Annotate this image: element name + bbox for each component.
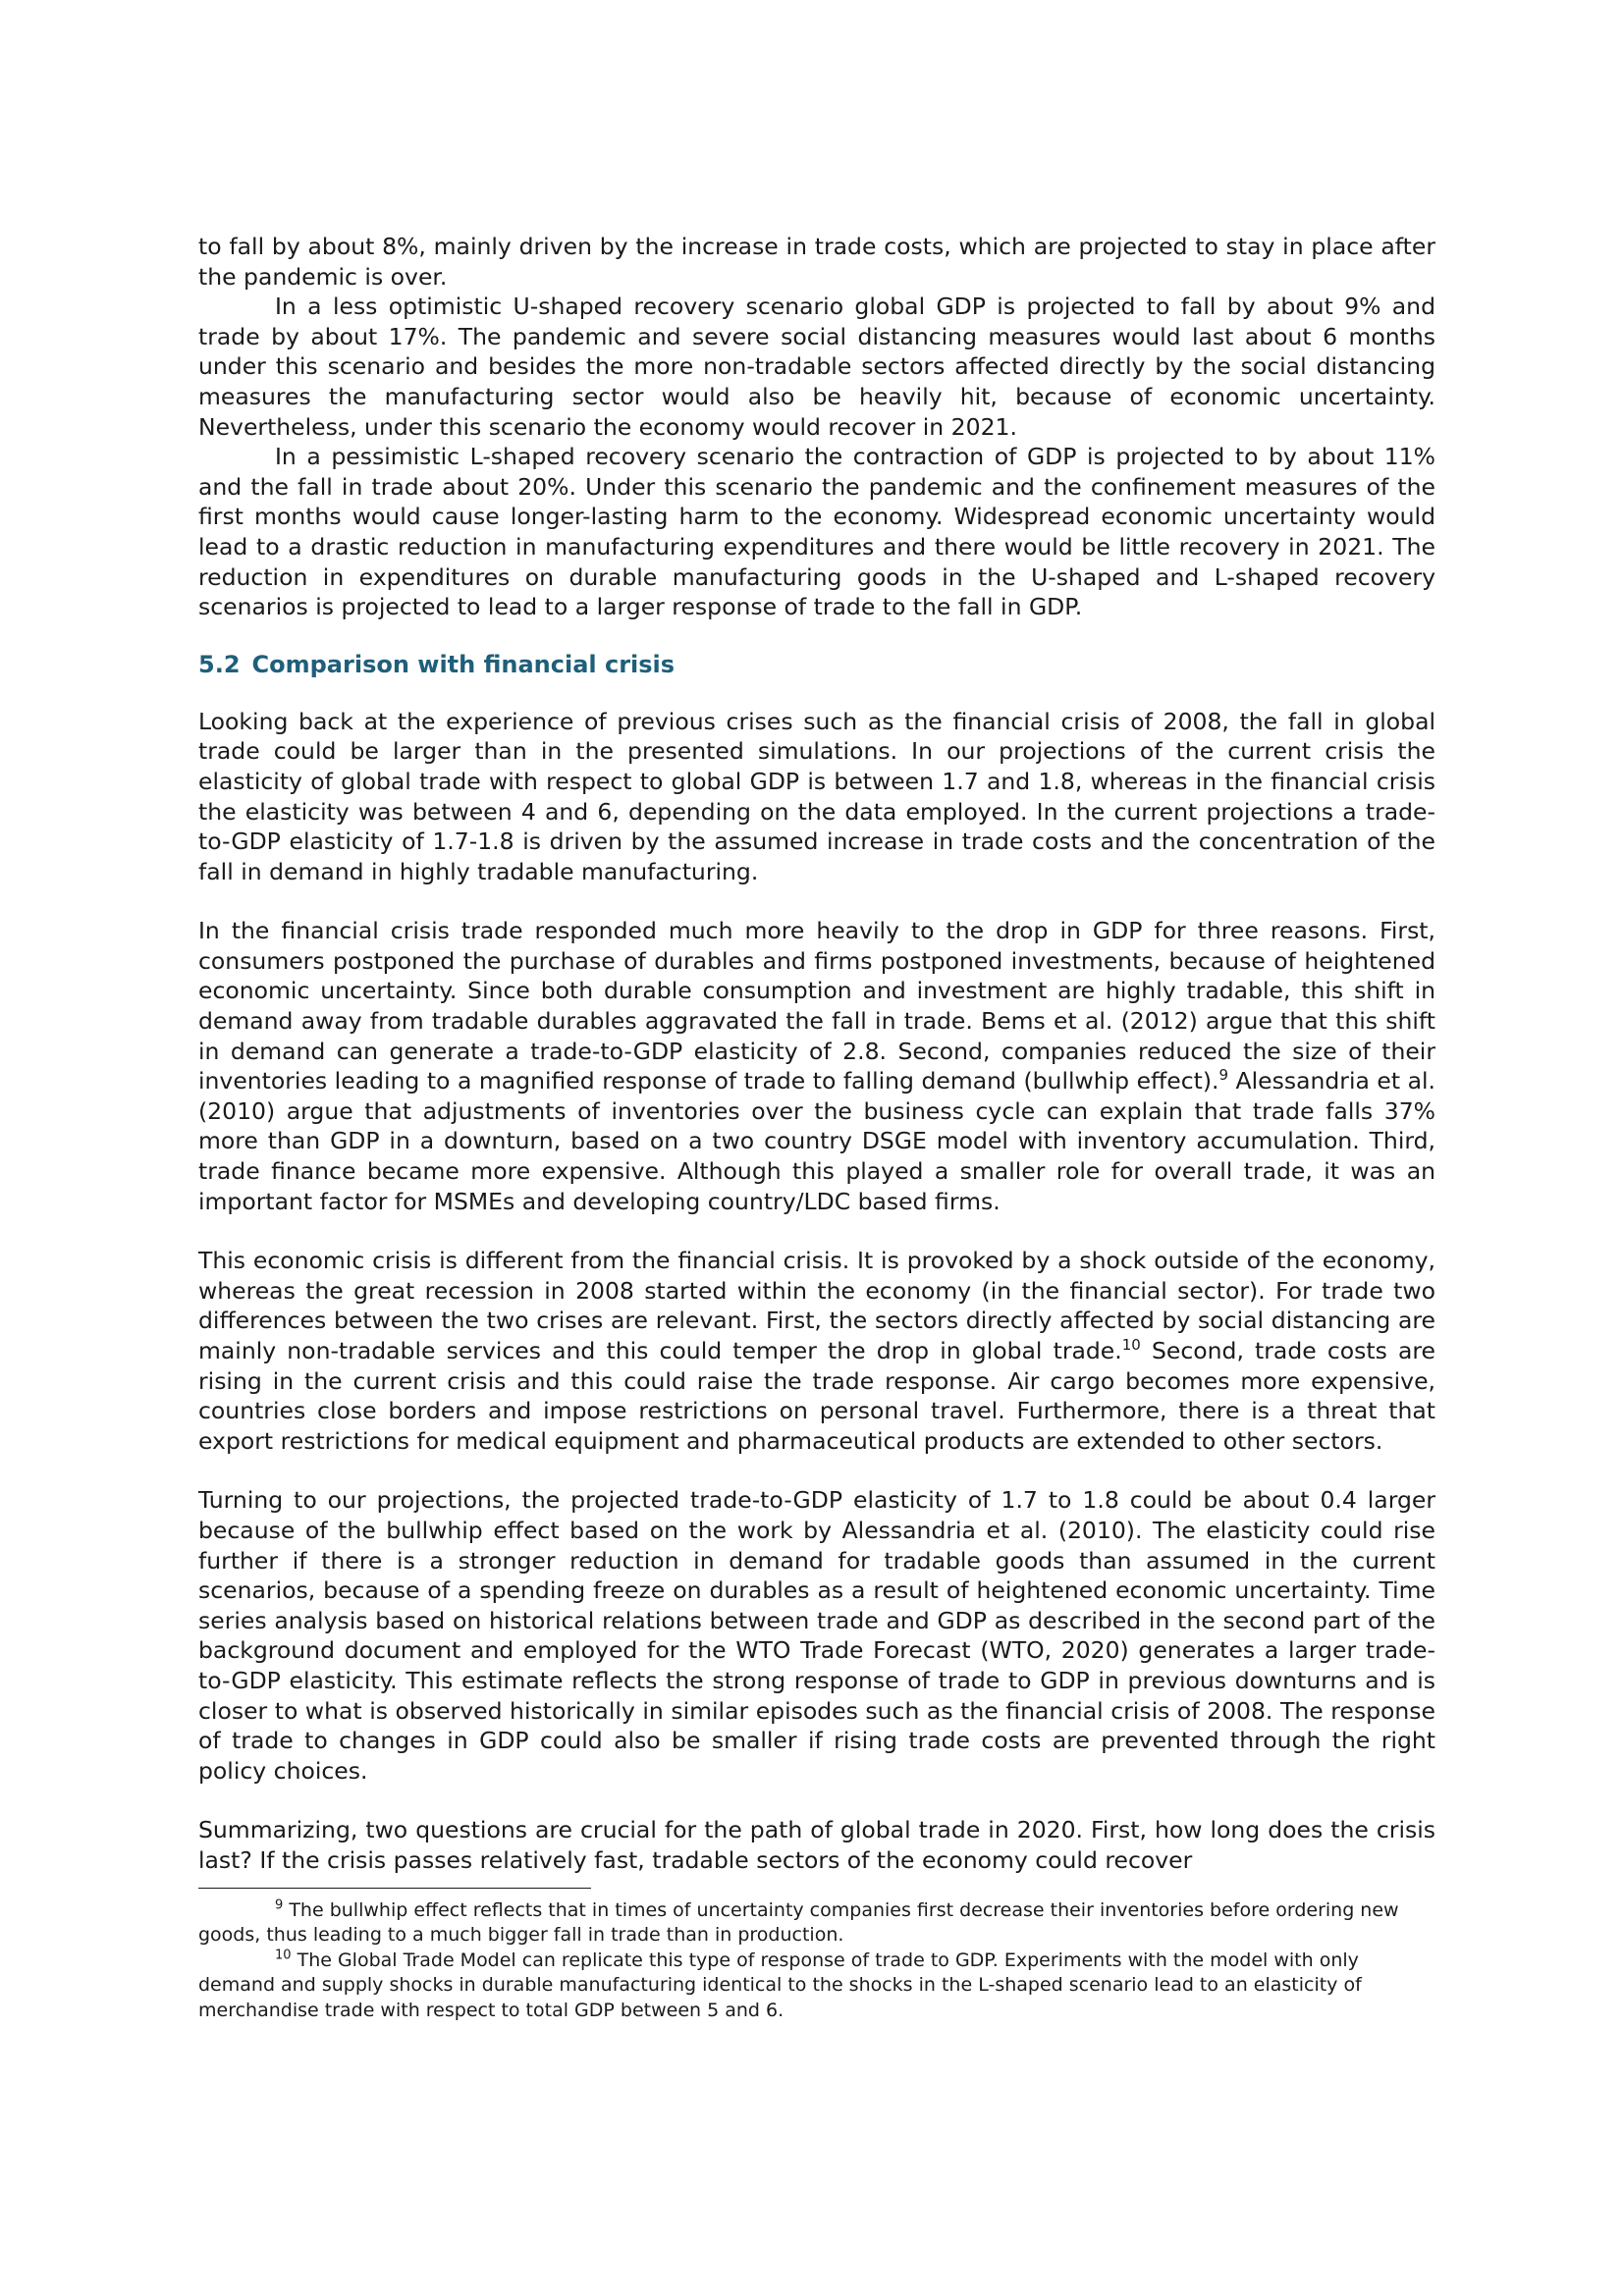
paragraph-l-shaped-scenario: In a pessimistic L-shaped recovery scenario the contraction of GDP is projected to by about 11% and the fall in trade about 20%. Under this scenario the pandemic and the confinement measures of the first months would cause longer-lasting harm to the economy. Widespread economic uncertainty would lead to a drastic reduction in manufacturing expenditures and there would be little recovery in 2021. The reduction in expenditures on durable manufacturing goods in the U-shaped and L-shaped recovery scenarios is projected to lead to a larger response of trade to the fall in GDP. xyxy=(198,443,1435,621)
paragraph-text: This economic crisis is different from the financial crisis. It is provoked by a shock outside of the economy, whereas the great recession in 2008 started within the economy (in the financial sector). For trade two differences between the two crises are relevant. First, the sectors directly affected by social distancing are mainly non-tradable services and this could temper the drop in global trade. xyxy=(198,1247,1435,1364)
paragraph-financial-crisis-reasons xyxy=(198,916,1435,1216)
footnote-number: 9 xyxy=(275,1897,284,1913)
paragraph-u-shaped-scenario: In a less optimistic U-shaped recovery scenario global GDP is projected to fall by about 9% and trade by about 17%. The pandemic and severe social distancing measures would last about 6 months under this scenario and besides the more non-tradable sectors affected directly by the social distancing measures the manufacturing sector would also be heavily hit, because of economic uncertainty. Nevertheless, under this scenario the economy would recover in 2021. xyxy=(198,293,1435,441)
footnote-9 xyxy=(198,1898,1435,1949)
footnote-ref-9[interactable]: 9 xyxy=(1218,1066,1229,1085)
footnote-text: The bullwhip effect reflects that in times of uncertainty companies first decrease their inventories before ordering new goods, thus leading to a much bigger fall in trade than in production. xyxy=(198,1898,1399,1946)
section-number: 5.2 xyxy=(198,650,241,678)
paragraph-text: Alessandria et al. (2010) argue that adjustments of inventories over the business cycle can explain that trade falls 37% more than GDP in a downturn, based on a two country DSGE model with inventory accumulation. Third, trade finance became more expensive. Although this played a smaller role for overall trade, it was an important factor for MSMEs and developing country/LDC based firms. xyxy=(198,1067,1435,1215)
footnote-separator xyxy=(198,1888,591,1889)
document-page xyxy=(198,232,1435,2023)
footnote-number: 10 xyxy=(275,1948,292,1963)
paragraph-continuation: to fall by about 8%, mainly driven by the increase in trade costs, which are projected to stay in place after the pandemic is over. xyxy=(198,233,1435,291)
paragraph-projections: Turning to our projections, the projected trade-to-GDP elasticity of 1.7 to 1.8 could be about 0.4 larger because of the bullwhip effect based on the work by Alessandria et al. (2010). The elasticity could rise further if there is a stronger reduction in demand for tradable goods than assumed in the current scenarios, because of a spending freeze on durables as a result of heightened economic uncertainty. Time series analysis based on historical relations between trade and GDP as described in the second part of the background document and employed for the WTO Trade Forecast (WTO, 2020) generates a larger trade-to-GDP elasticity. This estimate reflects the strong response of trade to GDP in previous downturns and is closer to what is observed historically in similar episodes such as the financial crisis of 2008. The response of trade to changes in GDP could also be smaller if rising trade costs are prevented through the right policy choices. xyxy=(198,1486,1435,1785)
footnote-ref-10[interactable]: 10 xyxy=(1121,1336,1141,1355)
paragraph-summary: Summarizing, two questions are crucial for the path of global trade in 2020. First, how long does the crisis last? If the crisis passes relatively fast, tradable sectors of the economy could recover xyxy=(198,1816,1435,1874)
paragraph-previous-crises: Looking back at the experience of previous crises such as the financial crisis of 2008, the fall in global trade could be larger than in the presented simulations. In our projections of the current crisis the elasticity of global trade with respect to global GDP is between 1.7 and 1.8, whereas in the financial crisis the elasticity was between 4 and 6, depending on the data employed. In the current projections a trade-to-GDP elasticity of 1.7-1.8 is driven by the assumed increase in trade costs and the concentration of the fall in demand in highly tradable manufacturing. xyxy=(198,707,1435,885)
section-heading xyxy=(198,650,1435,679)
paragraph-crisis-difference xyxy=(198,1246,1435,1456)
paragraph-text: In the financial crisis trade responded much more heavily to the drop in GDP for three reasons. First, consumers postponed the purchase of durables and firms postponed investments, because of heightened economic uncertainty. Since both durable consumption and investment are highly tradable, this shift in demand away from tradable durables aggravated the fall in trade. Bems et al. (2012) argue that this shift in demand can generate a trade-to-GDP elasticity of 2.8. Second, companies reduced the size of their inventories leading to a magnified response of trade to falling demand (bullwhip effect). xyxy=(198,917,1435,1095)
section-title: Comparison with financial crisis xyxy=(251,650,676,678)
paragraph-text: Second, trade costs are rising in the current crisis and this could raise the trade response. Air cargo becomes more expensive, countries close borders and impose restrictions on personal travel. Furthermore, there is a threat that export restrictions for medical equipment and pharmaceutical products are extended to other sectors. xyxy=(198,1337,1435,1455)
footnote-text: The Global Trade Model can replicate this type of response of trade to GDP. Experiments with the model with only demand and supply shocks in durable manufacturing identical to the shocks in the L-shaped scenario lead to an elasticity of merchandise trade with respect to total GDP between 5 and 6. xyxy=(198,1949,1362,2021)
footnote-10 xyxy=(198,1949,1435,2024)
